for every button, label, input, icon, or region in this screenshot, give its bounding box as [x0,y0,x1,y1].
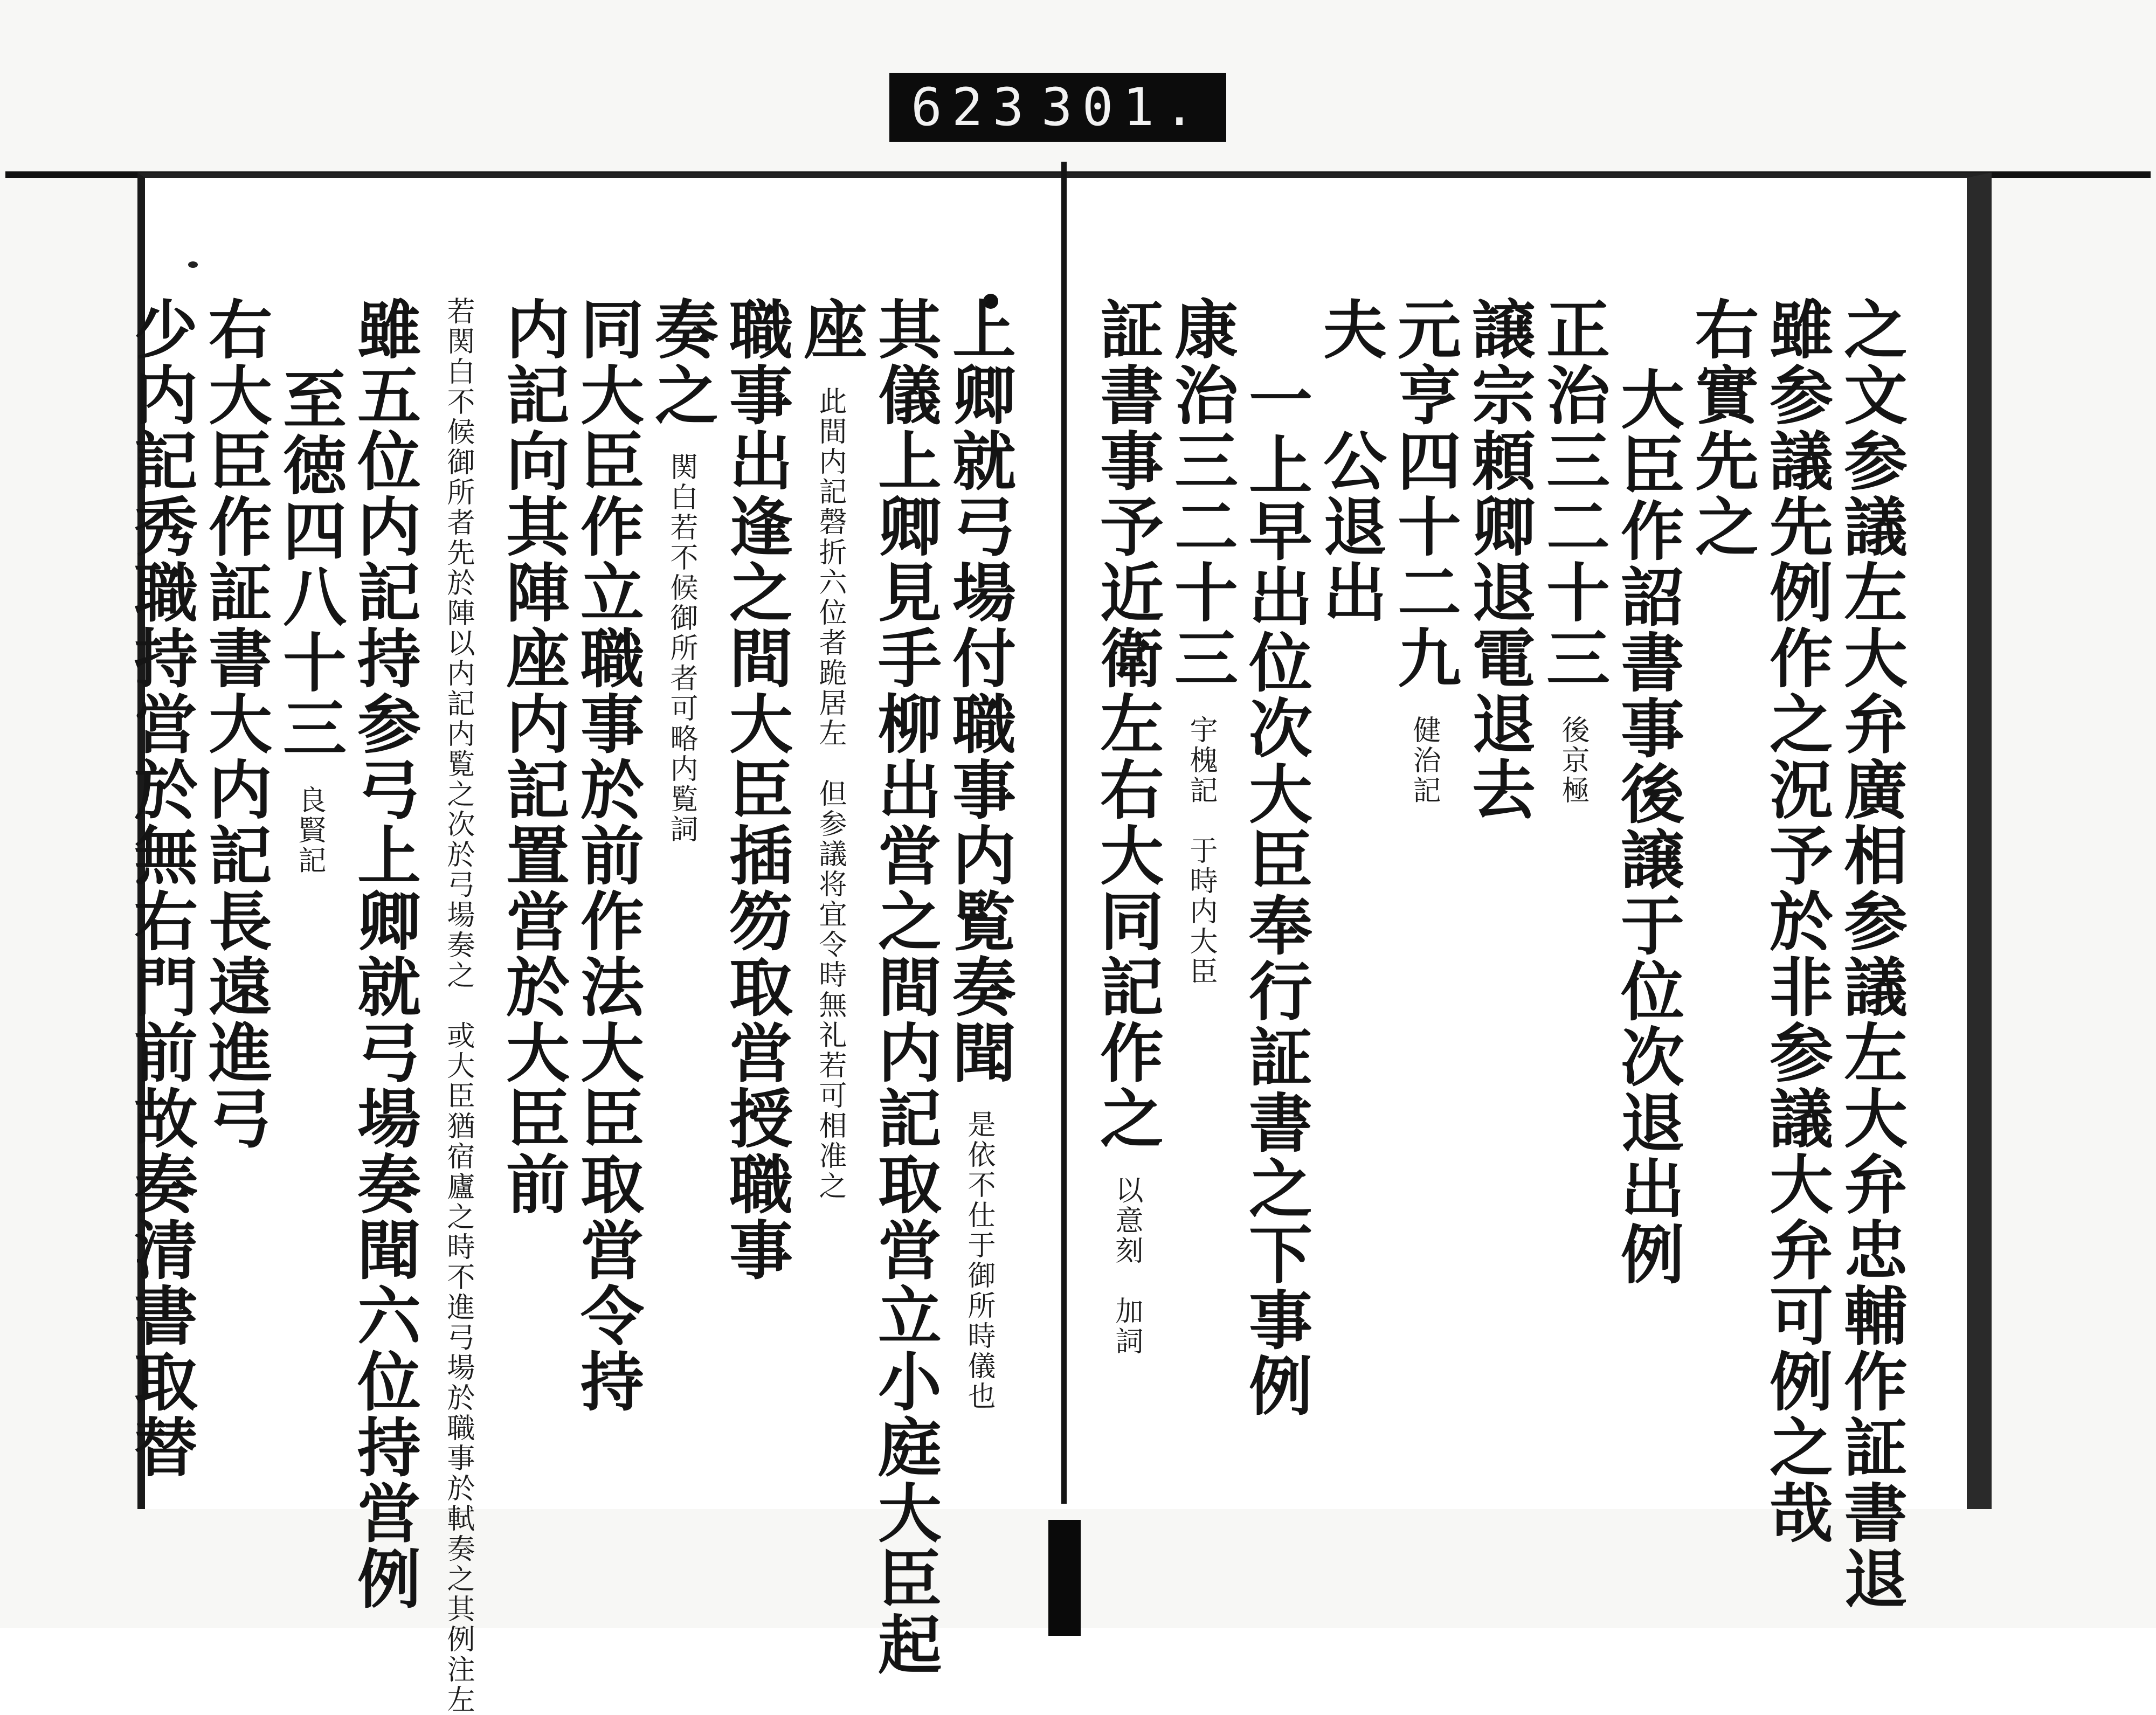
text-column: 夫 公退出 [1312,296,1387,625]
text-column: 職事出逢之間大臣插笏取営授職事 [718,296,793,1283]
text-column: 一上早出位次大臣奉行証書之下事例 [1238,366,1313,1419]
right-page [1065,172,1992,1612]
open-book [123,162,1992,1715]
frame-number: 301. [1041,77,1205,137]
text-column: 若関白不候御所者先於陣以内記内覧之次於弓場奏之 或大臣猶宿廬之時不進弓場於職事於軾奏之其例注左 [442,296,474,1715]
text-column: 少内記秀職持営於無右門前故奏清書取替 [123,296,198,1480]
left-page-text [123,296,1017,1715]
right-page-text [1089,296,1908,1612]
text-column: 内記向其陣座内記置営於大臣前 [495,296,570,1217]
left-page [123,172,1065,1715]
text-column: 雖五位内記持参弓上卿就弓場奏聞六位持営例 [347,296,421,1612]
ink-speck [188,261,198,268]
text-column: 座 此間内記磬折六位者跪居左 但参議将宜令時無礼若可相准之 [793,296,868,1202]
text-column: 康治三二十三 宇槐記 于時内大臣 [1164,296,1239,987]
text-column: 譲宗頼卿退電退去 [1461,296,1536,822]
book-gutter [1061,162,1067,1504]
text-column: 奏之 関白若不候御所者可略内覧詞 [644,296,719,845]
text-column: 雖参議先例作之況予於非参議大弁可例之哉 [1759,296,1834,1546]
text-column: 其儀上卿見手柳出営之間内記取営立小庭大臣起 [867,296,942,1677]
text-column: 之文参議左大弁廣相参議左大弁忠輔作証書退 [1833,296,1908,1612]
reel-number: 623 [911,77,1034,137]
text-column: 上卿就弓場付職事内覧奏聞 是依不仕于御所時儀也 [942,296,1017,1412]
gutter-clamp [1048,1520,1081,1636]
text-column: 大臣作詔書事後譲于位次退出例 [1610,366,1685,1287]
text-column: 右大臣作証書大内記長遠進弓 [198,296,273,1151]
text-column: 証書事予近衛左右大同記作之 以意刻 加詞 [1089,296,1164,1357]
text-column: 右實先之 [1684,296,1759,559]
text-column: 同大臣作立職事於前作法大臣取営令持 [570,296,645,1414]
text-column: 元亨四十二九 健治記 [1387,296,1462,806]
frame-number-label [889,73,1226,142]
text-column: 至徳四八十三 良賢記 [272,366,347,876]
text-column: 正治三二十三 後京極 [1536,296,1611,806]
